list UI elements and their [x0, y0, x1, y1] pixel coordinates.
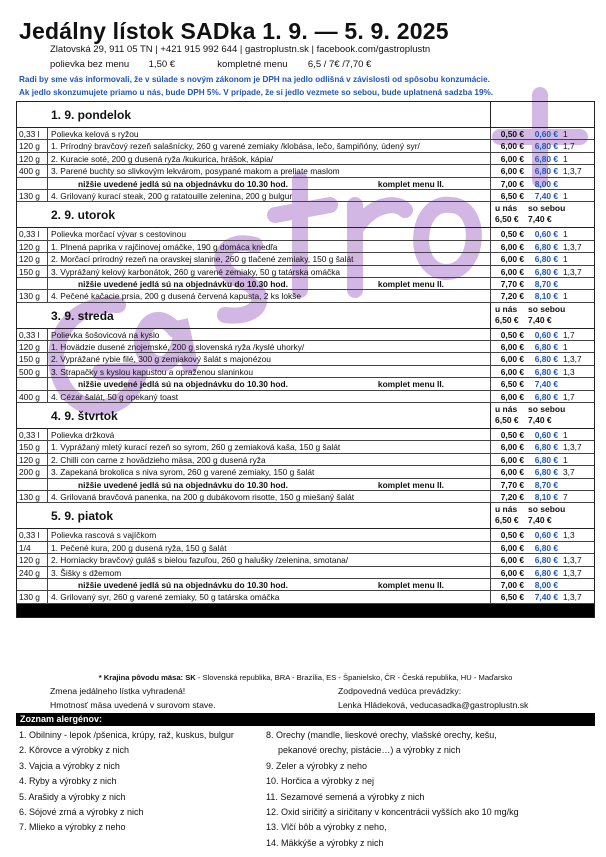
- vat-note-1: Radi by sme vás informovali, že v súlade s novým zákonom je DPH na jedlo odlišná v závislosti od spôsobu konzumácie.: [19, 75, 490, 84]
- dish-description: 3. Strapačky s kyslou kapustou a opraženou slaninkou: [48, 366, 491, 377]
- price-in-house: 0,50 €: [500, 430, 524, 441]
- dish-description: 2. Chilli con carne z hovädzieho mäsa, 200 g dusená ryža: [48, 454, 491, 465]
- page-title: Jedálny lístok SADka 1. 9. — 5. 9. 2025: [19, 18, 449, 44]
- allergen-item: 3. Vajcia a výrobky z nich: [19, 760, 120, 771]
- menu-price-out: 7,40 €: [528, 314, 552, 325]
- menu-price-in: 6,50 €: [495, 314, 519, 325]
- dish-row: [17, 353, 594, 365]
- price-in-house: 0,50 €: [500, 329, 524, 340]
- price-in-house: 6,00 €: [500, 555, 524, 566]
- dish-description: 4. Grilovaný syr, 260 g varené zemiaky, 50 g tatárska omáčka: [48, 591, 491, 602]
- price-in-house: 7,00 €: [500, 178, 524, 189]
- dish-description: 4. Grilovaný kurací steak, 200 g ratatouille zelenina, 200 g bulgur: [48, 190, 491, 201]
- allergen-codes: 1,7: [563, 141, 575, 152]
- price-takeaway: 6,80 €: [534, 342, 558, 353]
- dish-description: 3. Šišky s džemom: [48, 567, 491, 578]
- allergen-item: 6. Sójové zrná a výrobky z nich: [19, 807, 144, 818]
- dish-description: Polievka šošovicová na kyslo: [48, 329, 491, 340]
- day-name: 1. 9. pondelok: [17, 102, 491, 127]
- soup-label: polievka bez menu: [50, 59, 130, 70]
- menu-price-in: 6,50 €: [495, 214, 519, 225]
- price-takeaway: 6,80 €: [534, 266, 558, 277]
- price-takeaway: 0,60 €: [534, 129, 558, 139]
- allergen-item: 10. Horčica a výrobky z nej: [266, 776, 375, 787]
- day-header: [17, 303, 594, 329]
- allergen-codes: 1: [563, 129, 568, 139]
- day-price-columns: [491, 303, 594, 328]
- day-menu-prices: [495, 415, 594, 426]
- allergen-codes: 1,3: [563, 530, 575, 541]
- allergen-header: Zoznam alergénov:: [16, 713, 595, 726]
- day-name: 3. 9. streda: [17, 303, 491, 328]
- price-in-house: 7,70 €: [500, 278, 524, 289]
- dish-row: [17, 529, 594, 541]
- menu-table: [16, 101, 595, 618]
- price-in-house: 0,50 €: [500, 129, 524, 139]
- price-in-house: 7,20 €: [500, 291, 524, 302]
- price-in-house: 6,00 €: [500, 391, 524, 402]
- price-column-labels: [495, 304, 594, 315]
- order-info-text: nižšie uvedené jedlá sú na objednávku do 10.30 hod.: [78, 479, 288, 490]
- complete-menu-tag: komplet menu II.: [377, 278, 444, 289]
- dish-description: 2. Kuracie soté, 200 g dusená ryža /kukurica, hrášok, kápia/: [48, 153, 491, 164]
- price-takeaway: 6,80 €: [534, 542, 558, 553]
- allergen-codes: 1,3,7: [563, 555, 582, 566]
- price-takeaway: 6,80 €: [534, 166, 558, 177]
- allergen-codes: 1,7: [563, 391, 575, 402]
- price-takeaway: 8,70 €: [534, 479, 558, 490]
- portion-amount: 240 g: [17, 567, 48, 578]
- label-so-sebou: so sebou: [528, 504, 566, 515]
- price-takeaway: 6,80 €: [534, 454, 558, 465]
- dish-description: 1. Hovädzie dusené znojemské, 200 g slovenská ryža /kyslé uhorky/: [48, 341, 491, 352]
- portion-amount: 400 g: [17, 165, 48, 176]
- dish-description: Polievka kelová s ryžou: [48, 128, 491, 139]
- origin-rest: - Slovenská republika, BRA - Brazília, ES - Španielsko, ČR - Česká republika, HU - Maďarsko: [195, 673, 513, 682]
- allergen-codes: [561, 178, 594, 189]
- menu-price-out: 7,40 €: [528, 214, 552, 225]
- dish-row: [17, 241, 594, 253]
- portion-amount: 120 g: [17, 241, 48, 252]
- price-in-house: 6,00 €: [500, 266, 524, 277]
- dish-description: 1. Vyprážaný mletý kurací rezeň so syrom, 260 g zemiaková kaša, 150 g šalát: [48, 441, 491, 452]
- portion-amount: 150 g: [17, 441, 48, 452]
- label-u-nas: u nás: [495, 504, 518, 515]
- day-name: 5. 9. piatok: [17, 503, 491, 528]
- price-takeaway: 7,40 €: [534, 592, 558, 603]
- price-takeaway: 0,60 €: [534, 229, 558, 240]
- portion-amount: [17, 278, 48, 289]
- price-in-house: 6,00 €: [500, 467, 524, 478]
- day-price-columns: [491, 102, 594, 127]
- price-column-labels: [495, 404, 594, 415]
- day-name: 4. 9. štvrtok: [17, 403, 491, 428]
- dish-row: [17, 554, 594, 566]
- portion-amount: 120 g: [17, 253, 48, 264]
- day-header: [17, 102, 594, 128]
- price-takeaway: 6,80 €: [534, 442, 558, 453]
- allergen-item: 11. Sezamové semená a výrobky z nich: [266, 791, 425, 802]
- allergen-codes: 1,3,7: [563, 166, 582, 177]
- allergen-codes: 1: [563, 153, 568, 164]
- allergen-codes: [561, 278, 594, 289]
- black-divider: [17, 604, 594, 617]
- price-takeaway: 6,80 €: [534, 567, 558, 578]
- order-info-row: [17, 178, 594, 190]
- allergen-codes: 1: [563, 254, 568, 265]
- allergen-codes: 1,3,7: [563, 592, 582, 603]
- dish-row: [17, 153, 594, 165]
- day-menu-prices: [495, 315, 594, 326]
- price-takeaway: 6,80 €: [534, 555, 558, 566]
- portion-amount: [17, 479, 48, 490]
- allergen-codes: 1,3,7: [563, 266, 582, 277]
- price-takeaway: 6,80 €: [534, 153, 558, 164]
- complete-menu-tag: komplet menu II.: [377, 178, 444, 189]
- dish-row: [17, 253, 594, 265]
- dish-row: [17, 491, 594, 503]
- allergen-codes: 1,3,7: [563, 567, 582, 578]
- dish-row: [17, 542, 594, 554]
- menu-price-out: 7,40 €: [528, 515, 552, 526]
- meat-origin-note: [16, 673, 595, 682]
- dish-description: 2. Vyprážané rybie filé, 300 g zemiakový šalát s majonézou: [48, 353, 491, 364]
- soup-price: 1,50 €: [148, 59, 176, 70]
- day-header: [17, 202, 594, 228]
- day-menu-prices: [495, 214, 594, 225]
- label-so-sebou: so sebou: [528, 303, 566, 314]
- manager-contact: Lenka Hládeková, veducasadka@gastroplustn.sk: [338, 700, 529, 710]
- menu-label: kompletné menu: [217, 59, 288, 70]
- portion-amount: 0,33 l: [17, 429, 48, 440]
- dish-row: [17, 441, 594, 453]
- dish-description: 1. Pečené kura, 200 g dusená ryža, 150 g šalát: [48, 542, 491, 553]
- allergen-item: 5. Arašidy a výrobky z nich: [19, 791, 126, 802]
- portion-amount: 120 g: [17, 341, 48, 352]
- label-u-nas: u nás: [495, 404, 518, 415]
- portion-amount: [17, 378, 48, 389]
- order-info: [48, 579, 491, 590]
- dish-description: Polievka morčací vývar s cestovinou: [48, 228, 491, 239]
- portion-amount: 120 g: [17, 140, 48, 151]
- price-in-house: 6,00 €: [500, 442, 524, 453]
- order-info: [48, 178, 491, 189]
- allergen-codes: 1,3: [563, 366, 575, 377]
- complete-menu-tag: komplet menu II.: [377, 579, 444, 590]
- allergen-codes: [561, 479, 594, 490]
- allergen-codes: [561, 378, 594, 389]
- price-takeaway: 6,80 €: [534, 254, 558, 265]
- day-price-columns: [491, 503, 594, 528]
- day-name: 2. 9. utorok: [17, 202, 491, 227]
- portion-amount: 0,33 l: [17, 128, 48, 139]
- price-in-house: 6,50 €: [500, 379, 524, 390]
- allergen-codes: 1,7: [563, 329, 575, 340]
- order-info-text: nižšie uvedené jedlá sú na objednávku do 10.30 hod.: [78, 579, 288, 590]
- dish-row: [17, 266, 594, 278]
- label-so-sebou: so sebou: [528, 404, 566, 415]
- price-in-house: 6,00 €: [500, 166, 524, 177]
- price-takeaway: 0,60 €: [534, 530, 558, 541]
- price-takeaway: 6,80 €: [534, 354, 558, 365]
- label-u-nas: u nás: [495, 303, 518, 314]
- dish-description: 2. Horniacky bravčový guláš s bielou fazuľou, 260 g halušky /zelenina, smotana/: [48, 554, 491, 565]
- portion-amount: 0,33 l: [17, 529, 48, 540]
- portion-amount: 400 g: [17, 391, 48, 402]
- allergen-item: 12. Oxid siričitý a siričitany v koncentrácii vyšších ako 10 mg/kg: [266, 807, 519, 818]
- allergen-codes: [561, 542, 594, 553]
- dish-description: 1. Prírodný bravčový rezeň salašnícky, 260 g varené zemiaky /klobása, lečo, šampiňóny, údený syr/: [48, 140, 491, 151]
- day-price-columns: [491, 403, 594, 428]
- menu-price-out: 7,40 €: [528, 415, 552, 426]
- day-price-columns: [491, 202, 594, 227]
- dish-row: [17, 466, 594, 478]
- dish-description: 2. Morčací prírodný rezeň na oravskej slanine, 260 g tlačené zemiaky, 150 g šalát: [48, 253, 491, 264]
- price-takeaway: 0,60 €: [534, 329, 558, 340]
- price-takeaway: 8,10 €: [534, 491, 558, 502]
- order-info-row: [17, 579, 594, 591]
- dish-row: [17, 591, 594, 603]
- portion-amount: 150 g: [17, 266, 48, 277]
- allergen-codes: 1: [563, 454, 568, 465]
- allergen-item: 9. Zeler a výrobky z neho: [266, 760, 368, 771]
- dish-row: [17, 391, 594, 403]
- dish-row: [17, 165, 594, 177]
- portion-amount: 0,33 l: [17, 228, 48, 239]
- allergen-list-right: [266, 728, 519, 851]
- dish-row: [17, 140, 594, 152]
- change-note: Zmena jedálneho lístka vyhradená!: [50, 686, 186, 696]
- price-in-house: 6,00 €: [500, 542, 524, 553]
- price-takeaway: 7,40 €: [534, 379, 558, 390]
- menu-price-in: 6,50 €: [495, 515, 519, 526]
- allergen-list-left: [19, 728, 265, 836]
- price-in-house: 6,00 €: [500, 241, 524, 252]
- complete-menu-tag: komplet menu II.: [377, 479, 444, 490]
- allergen-codes: 1: [563, 291, 568, 302]
- portion-amount: 0,33 l: [17, 329, 48, 340]
- allergen-codes: 1: [563, 342, 568, 353]
- price-column-labels: [495, 504, 594, 515]
- weight-note: Hmotnosť mäsa uvedená v surovom stave.: [50, 700, 216, 710]
- portion-amount: 120 g: [17, 554, 48, 565]
- portion-amount: 130 g: [17, 290, 48, 301]
- price-in-house: 7,20 €: [500, 491, 524, 502]
- dish-description: Polievka držková: [48, 429, 491, 440]
- allergen-codes: 7: [563, 491, 568, 502]
- price-takeaway: 6,80 €: [534, 241, 558, 252]
- complete-menu-tag: komplet menu II.: [377, 379, 444, 390]
- price-in-house: 7,00 €: [500, 579, 524, 590]
- dish-description: 4. Grilovaná bravčová panenka, na 200 g dubákovom risotte, 150 g miešaný šalát: [48, 491, 491, 502]
- menu-price: 6,5 / 7€ /7,70 €: [307, 59, 372, 70]
- dish-description: 3. Parené buchty so slivkovým lekvárom, posypané makom a preliate maslom: [48, 165, 491, 176]
- day-header: [17, 503, 594, 529]
- manager-label: Zodpovedná vedúca prevádzky:: [338, 686, 462, 696]
- price-takeaway: 8,00 €: [534, 178, 558, 189]
- price-column-labels: [495, 203, 594, 214]
- allergen-codes: 3,7: [563, 467, 575, 478]
- vat-note-2: Ak jedlo skonzumujete priamo u nás, bude DPH 5%. V prípade, že si jedlo vezmete so sebou, bude uplatnená sadzba 19%.: [19, 88, 494, 97]
- portion-amount: 120 g: [17, 454, 48, 465]
- menu-price-in: 6,50 €: [495, 415, 519, 426]
- dish-row: [17, 290, 594, 302]
- order-info-row: [17, 479, 594, 491]
- label-so-sebou: so sebou: [528, 203, 566, 214]
- portion-amount: 120 g: [17, 153, 48, 164]
- price-in-house: 6,00 €: [500, 454, 524, 465]
- day-header: [17, 403, 594, 429]
- dish-row: [17, 128, 594, 140]
- dish-row: [17, 341, 594, 353]
- portion-amount: [17, 178, 48, 189]
- dish-description: 3. Zapekaná brokolica s niva syrom, 260 g varené zemiaky, 150 g šalát: [48, 466, 491, 477]
- price-in-house: 6,50 €: [500, 592, 524, 603]
- dish-row: [17, 228, 594, 240]
- price-takeaway: 6,80 €: [534, 366, 558, 377]
- price-in-house: 6,00 €: [500, 354, 524, 365]
- price-in-house: 6,00 €: [500, 366, 524, 377]
- dish-description: 3. Vyprážaný kelový karbonátok, 260 g varené zemiaky, 50 g tatárska omáčka: [48, 266, 491, 277]
- allergen-codes: 1: [563, 190, 568, 201]
- allergen-codes: 1: [563, 430, 568, 441]
- allergen-item: pekanové orechy, pistácie…) a výrobky z nich: [278, 745, 461, 756]
- dish-row: [17, 429, 594, 441]
- dish-row: [17, 190, 594, 202]
- allergen-item: 13. Vlčí bôb a výrobky z neho,: [266, 822, 387, 833]
- day-menu-prices: [495, 515, 594, 526]
- order-info-row: [17, 378, 594, 390]
- price-summary: [50, 59, 371, 70]
- price-in-house: 6,00 €: [500, 141, 524, 152]
- price-in-house: 7,70 €: [500, 479, 524, 490]
- allergen-codes: [561, 579, 594, 590]
- portion-amount: 1/4: [17, 542, 48, 553]
- portion-amount: [17, 579, 48, 590]
- order-info: [48, 479, 491, 490]
- price-in-house: 6,00 €: [500, 342, 524, 353]
- portion-amount: 130 g: [17, 591, 48, 602]
- price-takeaway: 0,60 €: [534, 430, 558, 441]
- allergen-codes: 1,3,7: [563, 442, 582, 453]
- portion-amount: 130 g: [17, 190, 48, 201]
- price-in-house: 6,50 €: [500, 190, 524, 201]
- price-in-house: 6,00 €: [500, 153, 524, 164]
- portion-amount: 150 g: [17, 353, 48, 364]
- dish-row: [17, 366, 594, 378]
- order-info: [48, 278, 491, 289]
- allergen-item: 8. Orechy (mandle, lieskové orechy, vlašské orechy, kešu,: [266, 730, 497, 740]
- order-info-text: nižšie uvedené jedlá sú na objednávku do 10.30 hod.: [78, 278, 288, 289]
- contact-line: Zlatovská 29, 911 05 TN | +421 915 992 644 | gastroplustn.sk | facebook.com/gastroplustn: [50, 44, 431, 55]
- allergen-item: 4. Ryby a výrobky z nich: [19, 776, 117, 787]
- dish-description: Polievka rascová s vajíčkom: [48, 529, 491, 540]
- order-info: [48, 378, 491, 389]
- dish-description: 4. Pečené kačacie prsia, 200 g dusená červená kapusta, 2 ks lokše: [48, 290, 491, 301]
- dish-description: 4. Cézar šalát, 50 g opekaný toast: [48, 391, 491, 402]
- price-takeaway: 8,10 €: [534, 291, 558, 302]
- portion-amount: 200 g: [17, 466, 48, 477]
- price-takeaway: 8,00 €: [534, 579, 558, 590]
- allergen-codes: 1: [563, 229, 568, 240]
- dish-row: [17, 567, 594, 579]
- allergen-codes: 1,3,7: [563, 241, 582, 252]
- allergen-item: 2. Kôrovce a výrobky z nich: [19, 745, 130, 756]
- price-takeaway: 8,70 €: [534, 278, 558, 289]
- portion-amount: 500 g: [17, 366, 48, 377]
- price-in-house: 6,00 €: [500, 567, 524, 578]
- allergen-item: 14. Mäkkýše a výrobky z nich: [266, 837, 384, 848]
- order-info-text: nižšie uvedené jedlá sú na objednávku do 10.30 hod.: [78, 178, 288, 189]
- price-takeaway: 6,80 €: [534, 391, 558, 402]
- portion-amount: 130 g: [17, 491, 48, 502]
- price-takeaway: 6,80 €: [534, 141, 558, 152]
- dish-row: [17, 329, 594, 341]
- price-takeaway: 6,80 €: [534, 467, 558, 478]
- order-info-row: [17, 278, 594, 290]
- allergen-item: 1. Obilniny - lepok /pšenica, krúpy, raž, kuskus, bulgur: [19, 730, 234, 740]
- label-u-nas: u nás: [495, 203, 518, 214]
- dish-description: 1. Plnená paprika v rajčinovej omáčke, 190 g domáca knedľa: [48, 241, 491, 252]
- allergen-codes: 1,3,7: [563, 354, 582, 365]
- price-in-house: 0,50 €: [500, 530, 524, 541]
- dish-row: [17, 454, 594, 466]
- price-in-house: 6,00 €: [500, 254, 524, 265]
- allergen-item: 7. Mlieko a výrobky z neho: [19, 822, 126, 833]
- price-takeaway: 7,40 €: [534, 190, 558, 201]
- order-info-text: nižšie uvedené jedlá sú na objednávku do 10.30 hod.: [78, 379, 288, 390]
- origin-lead: * Krajina pôvodu mäsa: SK: [98, 673, 196, 682]
- price-in-house: 0,50 €: [500, 229, 524, 240]
